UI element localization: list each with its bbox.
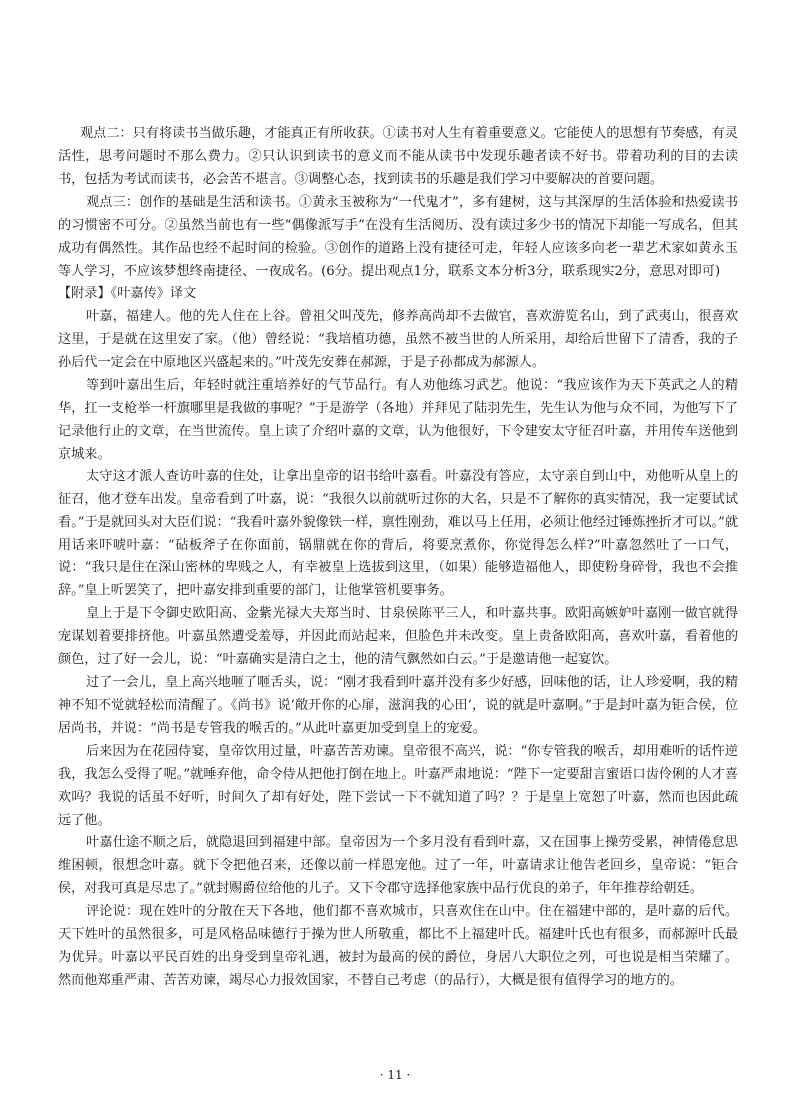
translation-paragraph-6: 后来因为在花园侍宴，皇帝饮用过量，叶嘉苦苦劝谏。皇帝很不高兴，说：“你专管我的喉舌，却用难听的话忤逆我，我怎么受得了呢。”就唾弃他，命令侍从把他打倒在地上。叶嘉严肃地说：“陛下一定要甜言蜜语口齿伶俐的人才喜欢吗？我说的话虽不好听，时间久了却有好处，陛下尝试一下不就知道了吗？？于是皇上宽恕了叶嘉，然而也因此疏远了他。 <box>58 744 738 828</box>
translation-paragraph-3: 太守这才派人查访叶嘉的住处，让拿出皇帝的诏书给叶嘉看。叶嘉没有答应，太守亲自到山中，劝他听从皇上的征召，他才登车出发。皇帝看到了叶嘉，说：“我很久以前就听过你的大名，只是不了解你的真实情况，我一定要试试看。”于是就回头对大臣们说：“我看叶嘉外貌像铁一样，禀性刚劲，难以马上任用，必须让他经过锤炼挫折才可以。”就用话来吓唬叶嘉：“砧板斧子在你面前，锅鼎就在你的背后，将要烹煮你，你觉得怎么样?”叶嘉忽然吐了一口气，说：“我只是住在深山密林的卑贱之人，有幸被皇上选拔到这里，（如果）能够造福他人，即使粉身碎骨，我也不会推辞。”皇上听罢笑了，把叶嘉安排到重要的部门，让他掌管机要事务。 <box>58 469 738 599</box>
translation-paragraph-4: 皇上于是下令御史欧阳高、金紫光禄大夫郑当时、甘泉侯陈平三人，和叶嘉共事。欧阳高嫉妒叶嘉刚一做官就得宠谋划着要排挤他。叶嘉虽然遭受羞辱，并因此而站起来，但脸色并未改变。皇上责备欧阳高，喜欢叶嘉，看着他的颜色，过了好一会儿，说：“叶嘉确实是清白之士，他的清气飘然如白云。”于是邀请他一起宴饮。 <box>58 606 738 667</box>
viewpoint-three-paragraph: 观点三：创作的基础是生活和读书。①黄永玉被称为“一代鬼才”，多有建树，这与其深厚的生活体验和热爱读书的习惯密不可分。②虽然当前也有一些“偶像派写手”在没有生活阅历、没有读过多少书的情况下却能一写成名，但其成功有偶然性。其作品也经不起时间的检验。③创作的道路上没有捷径可走，年轻人应该多向老一辈艺术家如黄永玉等人学习，不应该梦想终南捷径、一夜成名。(6分。提出观点1分，联系文本分析3分，联系现实2分，意思对即可) <box>58 195 738 279</box>
translation-paragraph-5: 过了一会儿，皇上高兴地咂了咂舌头，说：“刚才我看到叶嘉并没有多少好感，回味他的话，让人珍爱啊，我的精神不知不觉就轻松而清醒了。《尚书》说‘敞开你的心扉，滋润我的心田’，说的就是叶嘉啊。”于是封叶嘉为钜合侯，位居尚书，并说：“尚书是专管我的喉舌的。”从此叶嘉更加受到皇上的宠爱。 <box>58 675 738 736</box>
translation-paragraph-1: 叶嘉，福建人。他的先人住在上谷。曾祖父叫茂先，修养高尚却不去做官，喜欢游览名山，到了武夷山，很喜欢这里，于是就在这里安了家。（他）曾经说：“我培植功德，虽然不被当世的人所采用，却给后世留下了清香，我的子孙后代一定会在中原地区兴盛起来的。”叶茂先安葬在郝源，于是子孙都成为郝源人。 <box>58 309 738 370</box>
viewpoint-two-paragraph: 观点二：只有将读书当做乐趣，才能真正有所收获。①读书对人生有着重要意义。它能使人的思想有节奏感，有灵活性，思考问题时不那么费力。②只认识到读书的意义而不能从读书中发现乐趣者读不好书。带着功利的目的去读书，包括为考试而读书，必会苦不堪言。③调整心态，找到读书的乐趣是我们学习中要解决的首要问题。 <box>58 126 738 187</box>
appendix-heading: 【附录】《叶嘉传》译文 <box>58 286 197 301</box>
translation-paragraph-7: 叶嘉仕途不顺之后，就隐退回到福建中部。皇帝因为一个多月没有看到叶嘉，又在国事上操劳受累，神情倦怠思维困顿，很想念叶嘉。就下令把他召来，还像以前一样恩宠他。过了一年，叶嘉请求让他告老回乡，皇帝说：“钜合侯，对我可真是尽忠了。”就封赐爵位给他的儿子。又下令郡守选择他家族中品行优良的弟子，年年推荐给朝廷。 <box>58 835 738 896</box>
page-number: · 11 · <box>379 1068 411 1082</box>
translation-paragraph-8: 评论说：现在姓叶的分散在天下各地，他们都不喜欢城市，只喜欢住在山中。住在福建中部的，是叶嘉的后代。天下姓叶的虽然很多，可是风格品味德行于操为世人所敬重，都比不上福建叶氏。福建叶氏也有很多，而郝源叶氏最为优异。叶嘉以平民百姓的出身受到皇帝礼遇，被封为最高的侯的爵位，身居八大职位之列，可也说是相当荣耀了。然而他郑重严肃、苦苦劝谏，竭尽心力报效国家，不替自己考虑（的品行），大概是很有值得学习的地方的。 <box>58 904 738 988</box>
translation-paragraph-2: 等到叶嘉出生后，年轻时就注重培养好的气节品行。有人劝他练习武艺。他说：“我应该作为天下英武之人的精华，扛一支枪举一杆旗哪里是我做的事呢？”于是游学（各地）并拜见了陆羽先生，先生认为他与众不同，为他写下了记录他行止的文章，在当世流传。皇上读了介绍叶嘉的文章，认为他很好，下令建安太守征召叶嘉，并用传车送他到京城来。 <box>58 378 738 462</box>
